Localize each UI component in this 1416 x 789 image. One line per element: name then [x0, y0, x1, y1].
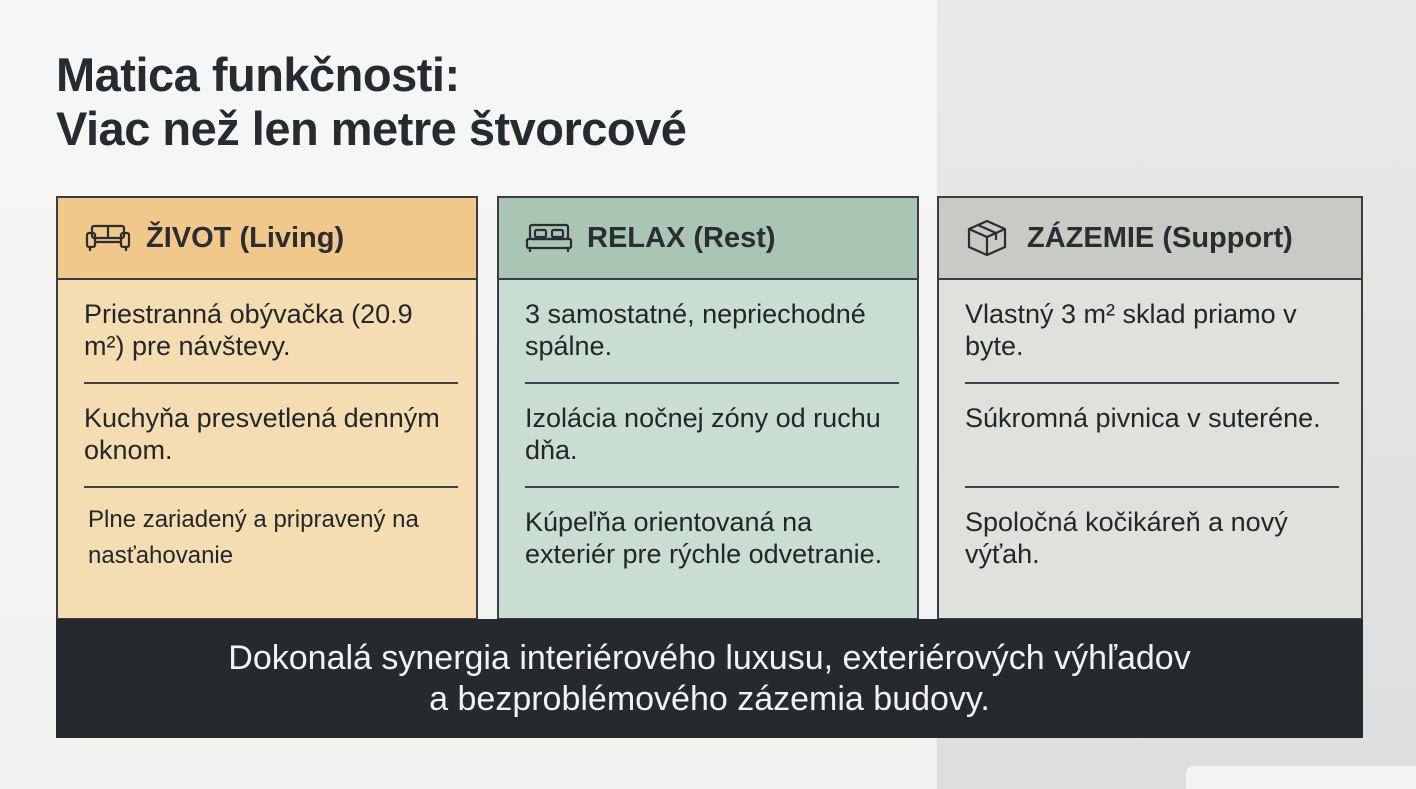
- card-support-heading: ZÁZEMIE (Support): [1027, 221, 1293, 254]
- card-rest-header: [499, 198, 917, 280]
- corner-patch: [1186, 766, 1416, 789]
- rest-item-2: Izolácia nočnej zóny od ruchu dňa.: [525, 403, 881, 465]
- card-support-header: [939, 198, 1361, 280]
- card-living-header: [58, 198, 476, 280]
- rest-item-3: Kúpeľňa orientovaná na exteriér pre rýchle odvetranie.: [525, 507, 883, 569]
- rest-item-1: 3 samostatné, nepriechodné spálne.: [525, 299, 866, 361]
- card-living-body: [58, 280, 476, 572]
- support-item-3: Spoločná kočikáreň a nový výťah.: [965, 507, 1288, 569]
- support-item-2: Súkromná pivnica v suteréne.: [965, 403, 1321, 433]
- card-living-heading: ŽIVOT (Living): [146, 221, 345, 254]
- card-rest-heading: RELAX (Rest): [587, 221, 776, 254]
- living-item-3: Plne zariadený a pripravený na nasťahovanie: [88, 506, 419, 569]
- living-item-1: Priestranná obývačka (20.9 m²) pre návštevy.: [84, 299, 413, 361]
- box-icon: [965, 220, 1013, 256]
- card-support: [937, 196, 1363, 620]
- living-item-2: Kuchyňa presvetlená denným oknom.: [84, 403, 440, 465]
- card-living: [56, 196, 478, 620]
- title-line-1: Matica funkčnosti:: [56, 48, 460, 101]
- card-rest: [497, 196, 919, 620]
- sofa-icon: [84, 220, 132, 256]
- footer-line-1: Dokonalá synergia interiérového luxusu, exteriérových výhľadov: [228, 638, 1191, 677]
- page-title: [56, 48, 686, 156]
- support-item-1: Vlastný 3 m² sklad priamo v byte.: [965, 299, 1297, 361]
- footer-banner: [56, 619, 1363, 738]
- card-support-body: [939, 280, 1361, 572]
- title-line-2: Viac než len metre štvorcové: [56, 102, 687, 155]
- card-rest-body: [499, 280, 917, 598]
- bed-icon: [525, 220, 573, 256]
- footer-line-2: a bezproblémového zázemia budovy.: [429, 679, 990, 718]
